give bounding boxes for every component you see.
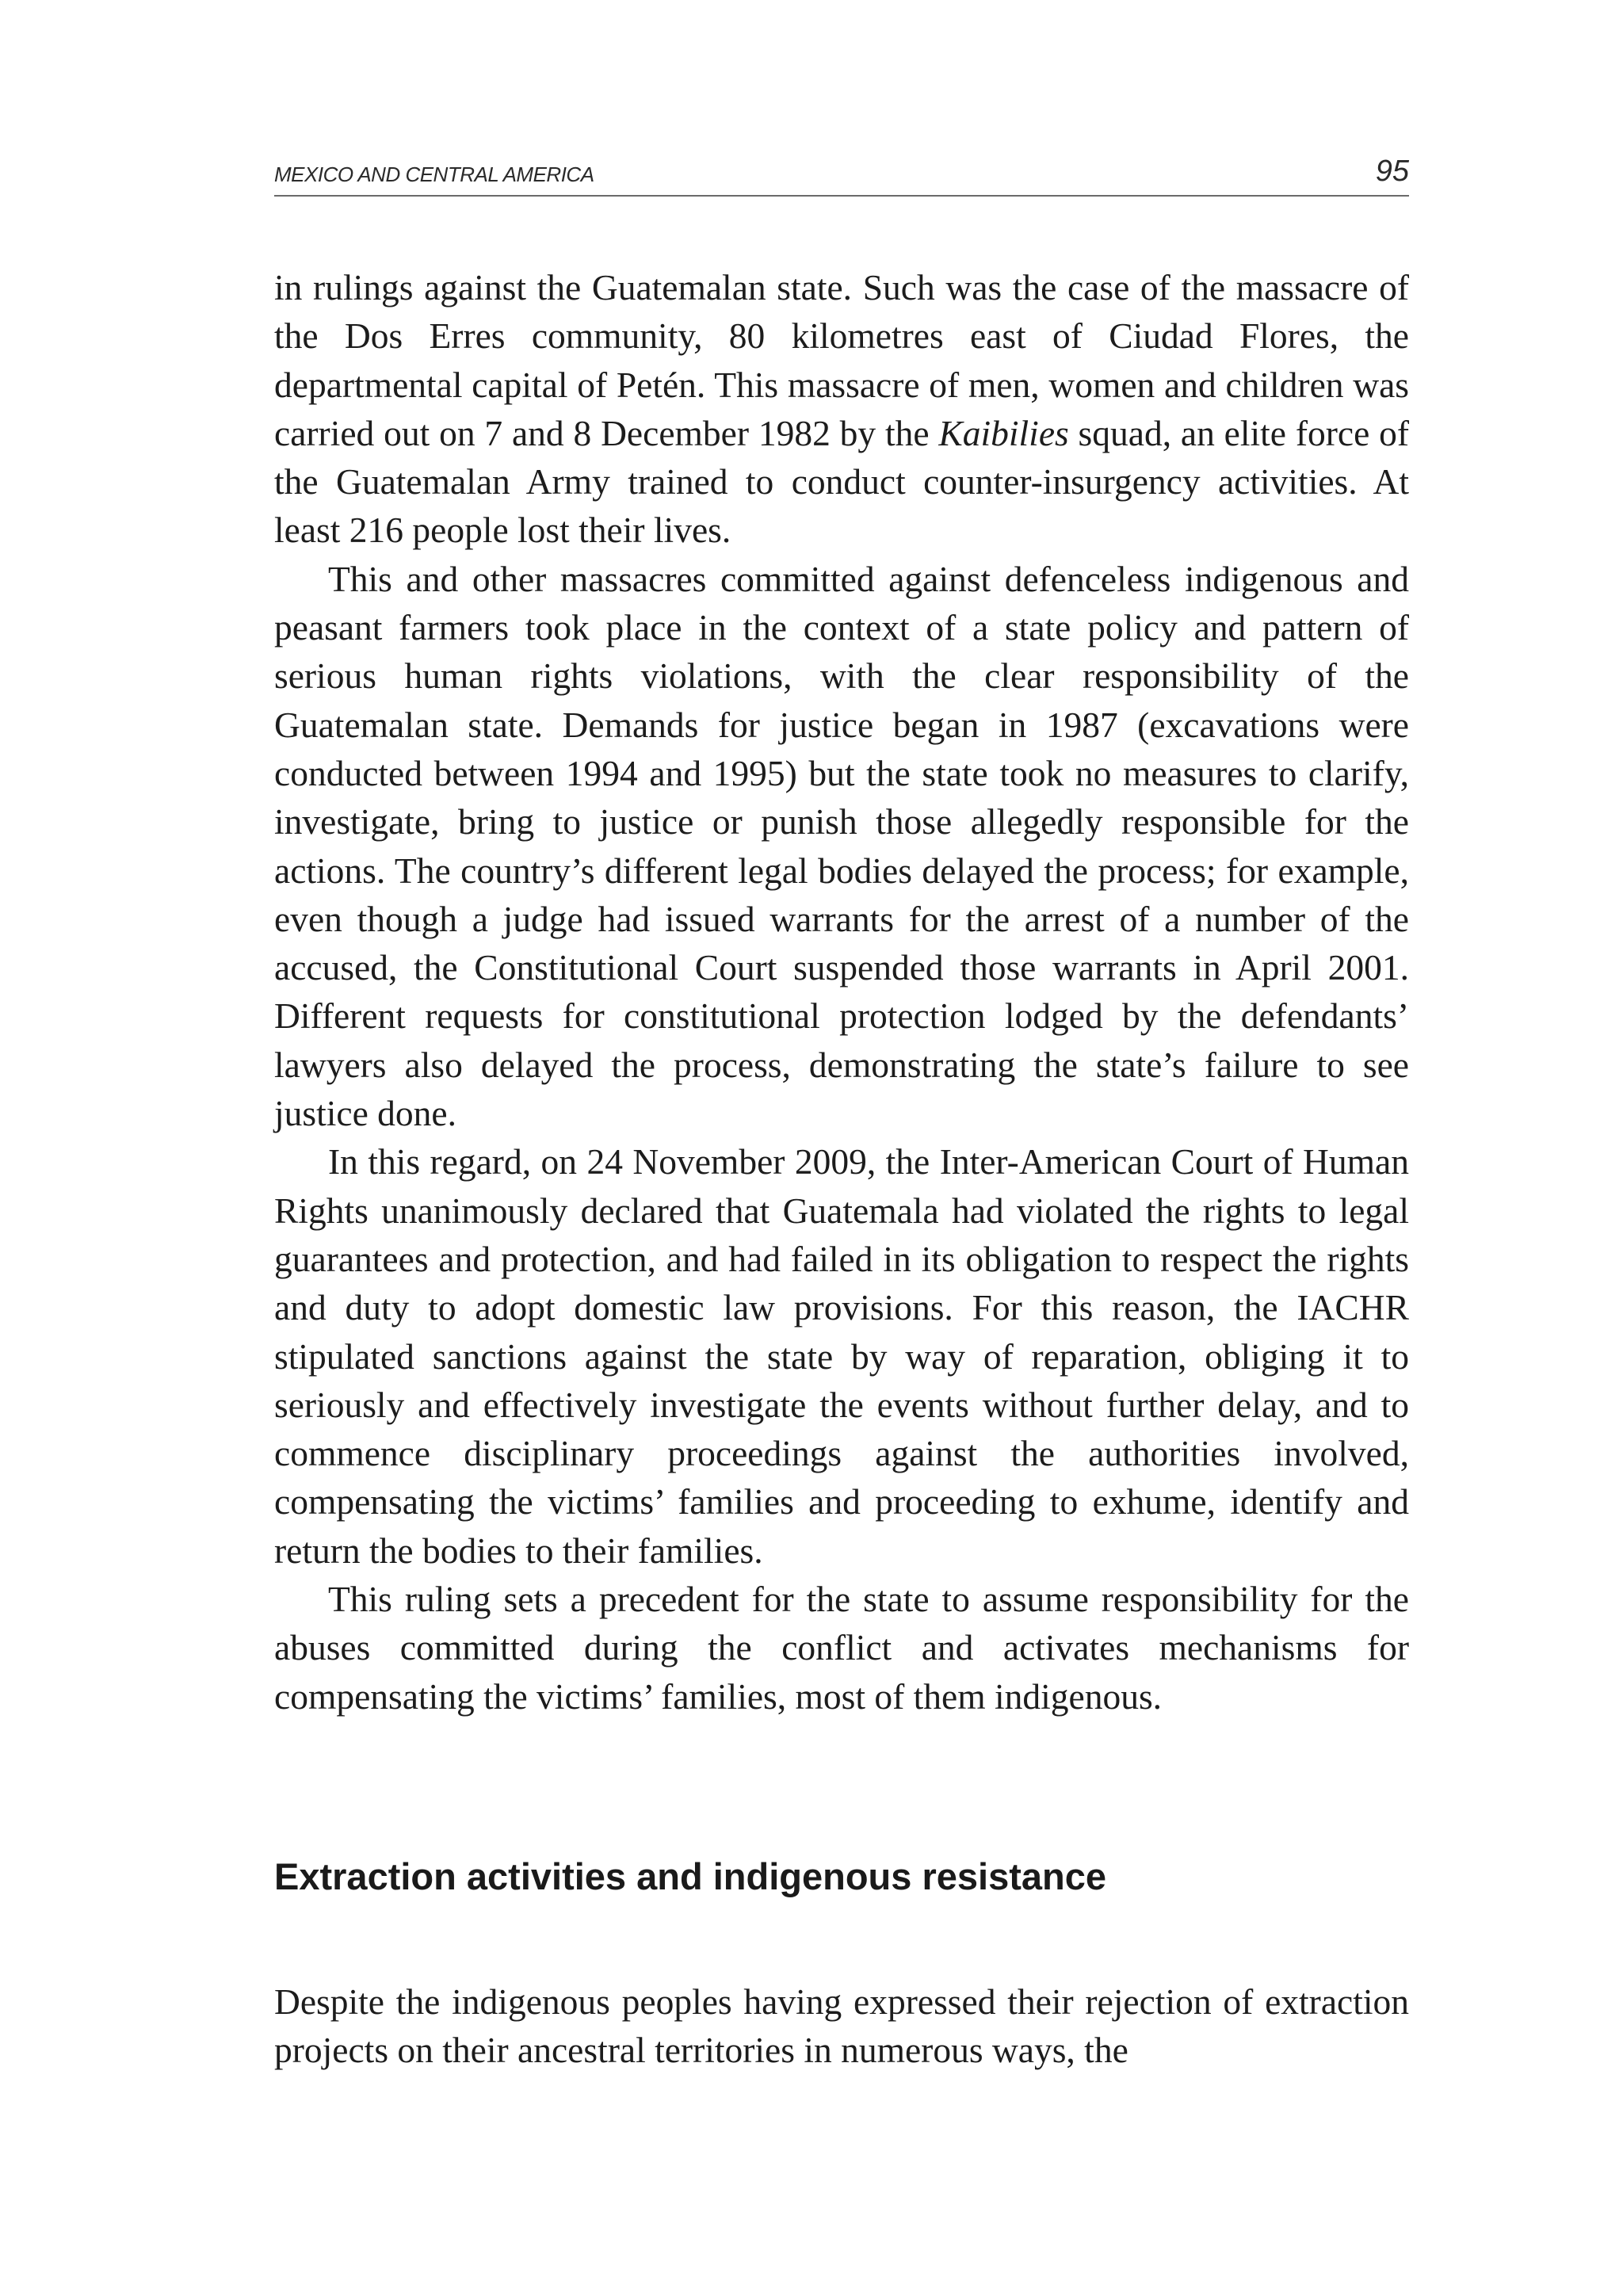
paragraph-1-emphasis: Kaibilies [938,412,1069,453]
section-heading: Extraction activities and indigenous resistance [274,1855,1106,1897]
paragraph-1-text-b: squad, an elite force of the Guatemalan Army trained to conduct counter-insurgency activities. At least 216 people lost their lives. [274,412,1409,551]
paragraph-1-text-a: in rulings against the Guatemalan state. Such was the case of the massacre of the Dos Erres community, 80 kilometres east of Ciudad Flores, the departmental capital of Petén. This massacre of men, women and children was carried out on 7 and 8 December 1982 by the [274,267,1409,453]
paragraph-2: This and other massacres committed against defenceless indigenous and peasant farmers took place in the context of a state policy and pattern of serious human rights violations, with the clear responsibility of the Guatemalan state. Demands for justice began in 1987 (excavations were conducted between 1994 and 1995) but the state took no measures to clarify, investigate, bring to justice or punish those allegedly responsible for the actions. The country’s different legal bodies delayed the process; for example, even though a judge had issued warrants for the arrest of a number of the accused, the Constitutional Court suspended those warrants in April 2001. Different requests for constitutional protection lodged by the defendants’ lawyers also delayed the process, demonstrating the state’s failure to see justice done. [274,558,1409,1134]
page-number: 95 [1375,155,1409,188]
paragraph-3: In this regard, on 24 November 2009, the Inter-American Court of Human Rights unanimously declared that Guatemala had violated the rights to legal guarantees and protection, and had failed in its obligation to respect the rights and duty to adopt domestic law provisions. For this reason, the IACHR stipulated sanctions against the state by way of reparation, obliging it to seriously and effectively investigate the events without further delay, and to commence disciplinary proceedings against the authorities involved, compensating the victims’ families and proceeding to exhume, identify and return the bodies to their families. [274,1141,1409,1571]
running-header [274,151,1409,197]
main-text [274,263,1409,1721]
section-text [274,1977,1409,2075]
running-title: MEXICO AND CENTRAL AMERICA [274,162,594,186]
section-paragraph-1: Despite the indigenous peoples having expressed their rejection of extraction projects on their ancestral territories in numerous ways, the [274,1981,1409,2071]
paragraph-1 [274,263,1409,555]
paragraph-4: This ruling sets a precedent for the state to assume responsibility for the abuses committed during the conflict and activates mechanisms for compensating the victims’ families, most of them indigenous. [274,1579,1409,1717]
